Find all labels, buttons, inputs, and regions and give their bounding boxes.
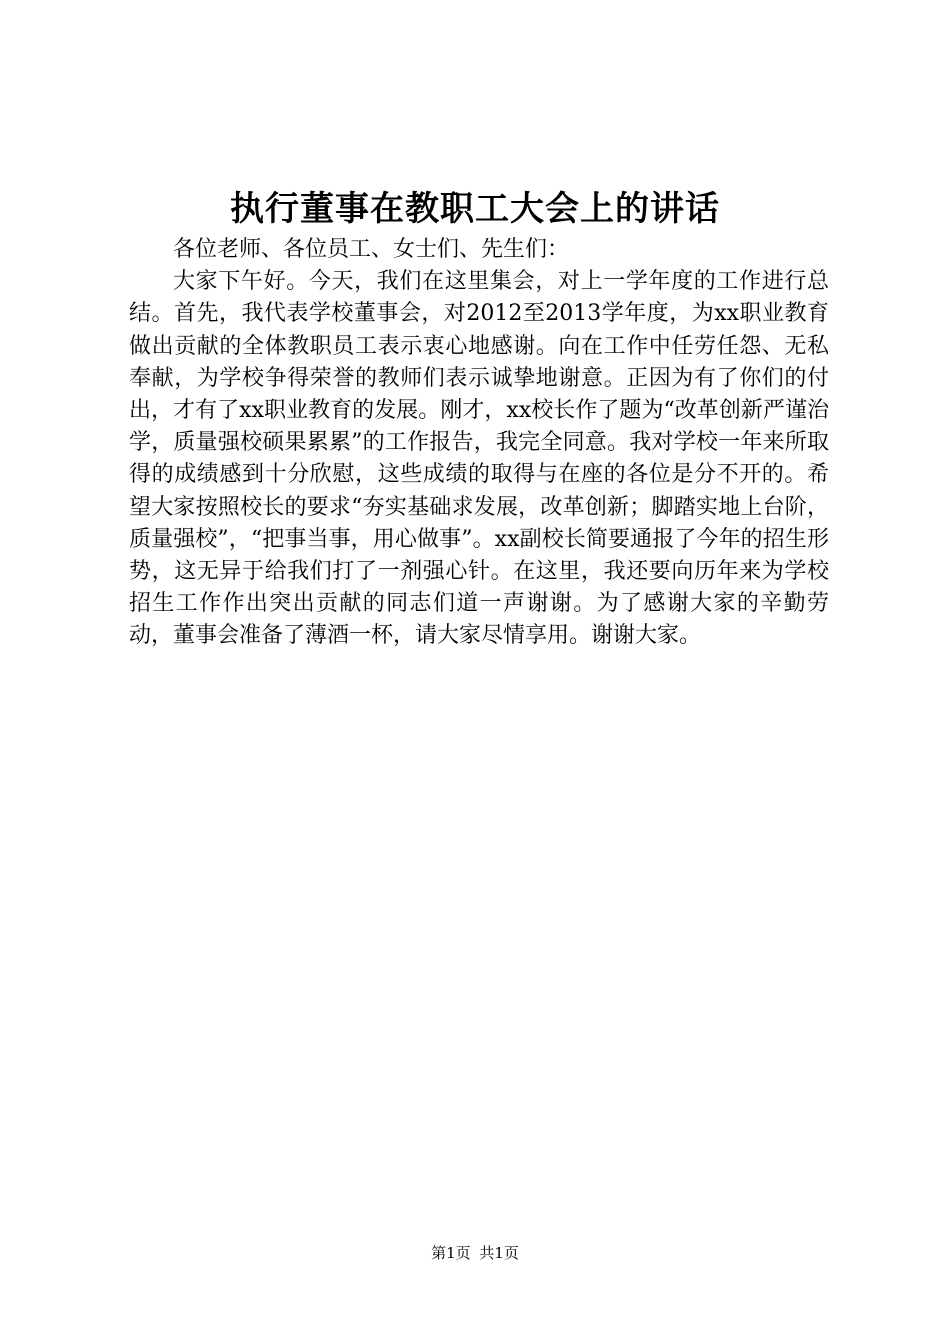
- page-footer: [0, 1243, 950, 1263]
- speech-paragraph: 大家下午好。今天，我们在这里集会，对上一学年度的工作进行总结。首先，我代表学校董事会，对2012至2013学年度，为xx职业教育做出贡献的全体教职员工表示衷心地感谢。向在工作中任劳任怨、无私奉献，为学校争得荣誉的教师们表示诚挚地谢意。正因为有了你们的付出，才有了xx职业教育的发展。刚才，xx校长作了题为“改革创新严谨治学，质量强校硕果累累”的工作报告，我完全同意。我对学校一年来所取得的成绩感到十分欣慰，这些成绩的取得与在座的各位是分不开的。希望大家按照校长的要求“夯实基础求发展，改革创新；脚踏实地上台阶，质量强校”，“把事当事，用心做事”。xx副校长简要通报了今年的招生形势，这无异于给我们打了一剂强心针。在这里，我还要向历年来为学校招生工作作出突出贡献的同志们道一声谢谢。为了感谢大家的辛勤劳动，董事会准备了薄酒一杯，请大家尽情享用。谢谢大家。: [129, 269, 829, 649]
- salutation: 各位老师、各位员工、女士们、先生们：: [173, 237, 570, 262]
- page-number: 第1页: [431, 1244, 471, 1262]
- page-total: 共1页: [479, 1244, 519, 1262]
- document-title: 执行董事在教职工大会上的讲话: [230, 189, 720, 229]
- document-body: [129, 234, 829, 653]
